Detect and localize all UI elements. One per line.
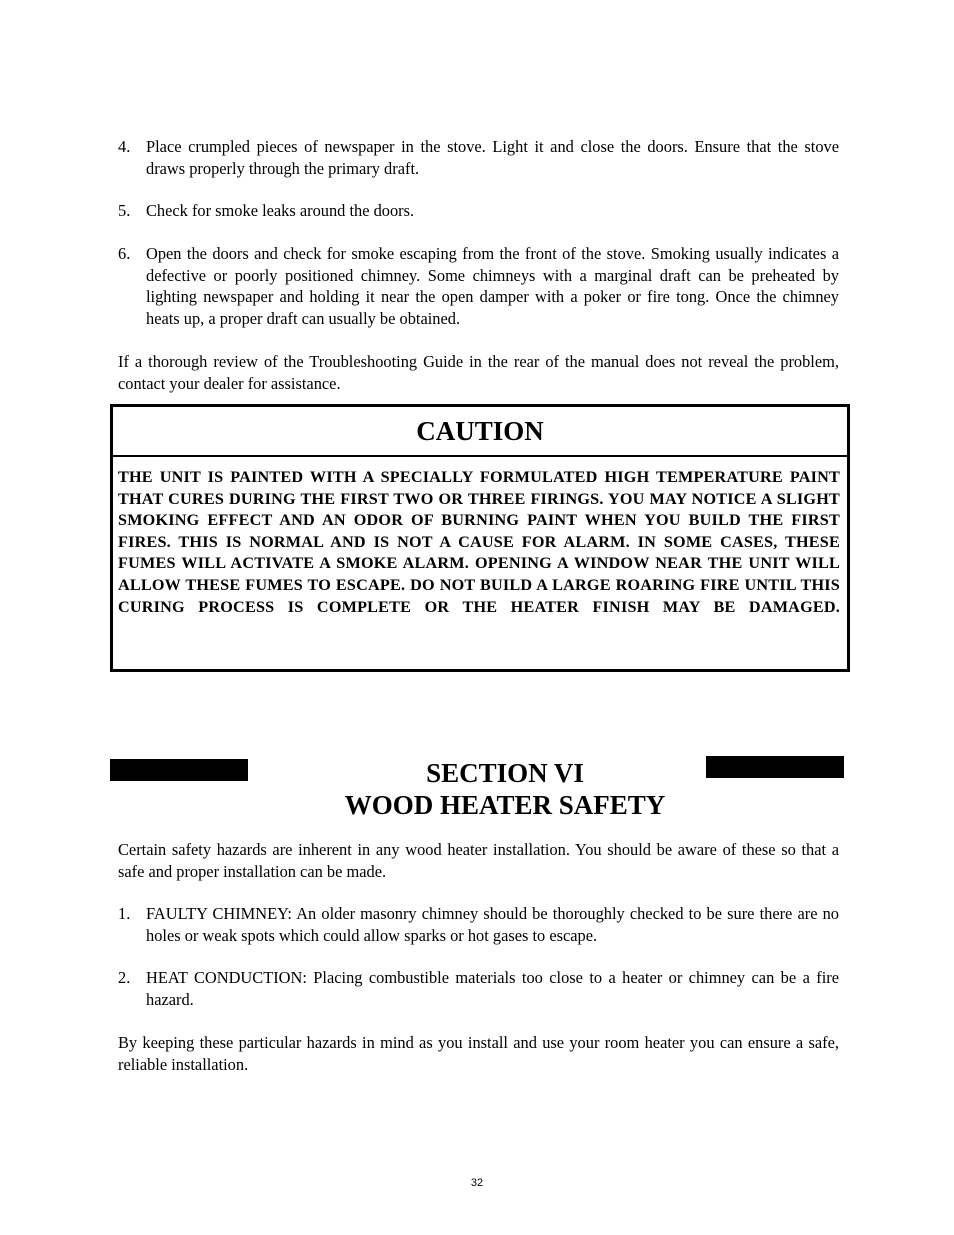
section-title: WOOD HEATER SAFETY [344, 790, 666, 820]
section-left-bar [110, 759, 248, 781]
hazard-number: 1. [118, 904, 131, 923]
page-number: 32 [470, 1177, 484, 1189]
step-6 [118, 243, 839, 329]
step-text: Check for smoke leaks around the doors. [146, 201, 415, 220]
step-number: 4. [118, 137, 131, 156]
caution-header [113, 407, 847, 457]
hazard-text: FAULTY CHIMNEY: An older masonry chimney should be thoroughly checked to be sure there are no holes or weak spots which could allow sparks or hot gases to escape. [146, 904, 839, 945]
step-text: Place crumpled pieces of newspaper in the stove. Light it and close the doors. Ensure that the stove draws properly through the primary draft. [146, 137, 839, 178]
hazard-text: HEAT CONDUCTION: Placing combustible materials too close to a heater or chimney can be a fire hazard. [146, 968, 839, 1009]
hazard-1 [118, 903, 839, 946]
section-intro: Certain safety hazards are inherent in any wood heater installation. You should be aware of these so that a safe and proper installation can be made. [118, 840, 839, 881]
hazard-2 [118, 967, 839, 1010]
troubleshooting-note: If a thorough review of the Troubleshooting Guide in the rear of the manual does not reveal the problem, contact your dealer for assistance. [118, 352, 839, 393]
closing-paragraph: By keeping these particular hazards in mind as you install and use your room heater you can ensure a safe, reliable installation. [118, 1033, 839, 1074]
section-number: SECTION VI [426, 758, 584, 788]
caution-title: CAUTION [416, 416, 544, 446]
hazard-number: 2. [118, 968, 131, 987]
caution-box [110, 404, 850, 672]
step-4 [118, 136, 839, 179]
step-text: Open the doors and check for smoke escaping from the front of the stove. Smoking usually indicates a defective or poorly positioned chimney. Some chimneys with a marginal draft can be preheated by lighting newspaper and holding it near the open damper with a poker or fire tong. Once the chimney heats up, a proper draft can usually be obtained. [146, 244, 839, 328]
step-number: 5. [118, 201, 131, 220]
step-5 [118, 200, 839, 222]
step-number: 6. [118, 244, 131, 263]
caution-text: THE UNIT IS PAINTED WITH A SPECIALLY FORMULATED HIGH TEMPERATURE PAINT THAT CURES DURING THE FIRST TWO OR THREE FIRINGS. YOU MAY NOTICE A SLIGHT SMOKING EFFECT AND AN ODOR OF BURNING PAINT WHEN YOU BUILD THE FIRST FIRES. THIS IS NORMAL AND IS NOT A CAUSE FOR ALARM. IN SOME CASES, THESE FUMES WILL ACTIVATE A SMOKE ALARM. OPENING A WINDOW NEAR THE UNIT WILL ALLOW THESE FUMES TO ESCAPE. DO NOT BUILD A LARGE ROARING FIRE UNTIL THIS CURING PROCESS IS COMPLETE OR THE HEATER FINISH MAY BE DAMAGED. [118, 468, 840, 616]
